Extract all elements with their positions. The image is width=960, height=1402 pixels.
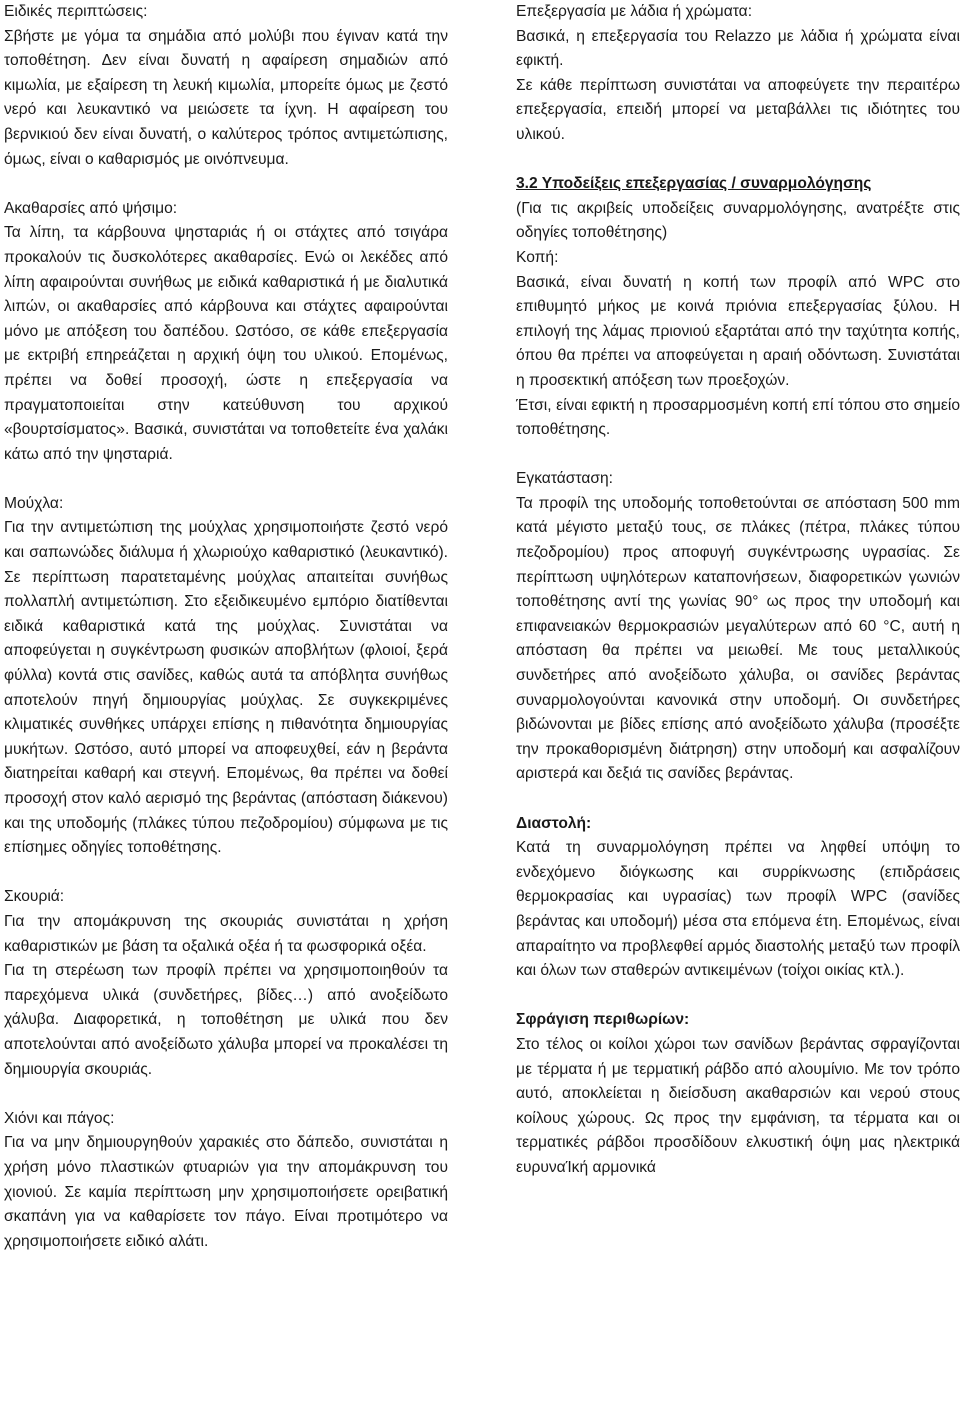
section-special-cases	[4, 0, 448, 172]
section-mould	[4, 492, 448, 861]
paragraph: Σε κάθε περίπτωση συνιστάται να αποφεύγετε την περαιτέρω επεξεργασία, επειδή μπορεί να μεταβάλλει τις ιδιότητες του υλικού.	[516, 76, 960, 143]
section-heading: Χιόνι και πάγος:	[4, 1109, 115, 1127]
paragraph: Σβήστε με γόμα τα σημάδια από μολύβι που έγιναν κατά την τοποθέτηση. Δεν είναι δυνατή η αφαίρεση σημαδιών από κιμωλία, με εξαίρεση τη λευκή κιμωλία, μπορείτε όμως με ζεστό νερό και λευκαντικό να μειώσετε τα ίχνη. Η αφαίρεση του βερνικιού δεν είναι δυνατή, ο καλύτερος τρόπος αντιμετώπισης, όμως, είναι ο καθαρισμός με οινόπνευμα.	[4, 27, 448, 168]
paragraph: (Για τις ακριβείς υποδείξεις συναρμολόγησης, ανατρέξτε στις οδηγίες τοποθέτησης)	[516, 199, 960, 242]
paragraph: Βασικά, είναι δυνατή η κοπή των προφίλ από WPC στο επιθυμητό μήκος με κοινά πριόνια επεξεργασίας ξύλου. Η επιλογή της λάμας πριονιού εξαρτάται από την ταχύτητα κοπής, όπου θα πρέπει να αποφεύγεται η αραιή οδόντωση. Συνιστάται η προσεκτική απόξεση των προεξοχών.	[516, 273, 960, 389]
section-heading: Σφράγιση περιθωρίων:	[516, 1011, 690, 1029]
section-heading: Σκουριά:	[4, 888, 65, 906]
section-heading: Μούχλα:	[4, 494, 64, 512]
paragraph: Έτσι, είναι εφικτή η προσαρμοσμένη κοπή επί τόπου στο σημείο τοποθέτησης.	[516, 396, 960, 439]
section-heading: Κοπή:	[516, 248, 559, 266]
section-assembly-instructions	[516, 172, 960, 246]
section-cutting	[516, 246, 960, 443]
right-column	[516, 0, 960, 1181]
section-heading: 3.2 Υποδείξεις επεξεργασίας / συναρμολόγησης	[516, 175, 872, 193]
paragraph: Κατά τη συναρμολόγηση πρέπει να ληφθεί υπόψη το ενδεχόμενο διόγκωσης και συρρίκνωσης (επιδράσεις θερμοκρασίας και υγρασίας) των προφίλ WPC (σανίδες βεράντας και υποδομή) μέσα στα επόμενα έτη. Επομένως, είναι απαραίτητο να προβλεφθεί αρμός διαστολής μεταξύ των προφίλ και όλων των σταθερών αντικειμένων (τοίχοι οικίας κτλ.).	[516, 839, 960, 980]
section-heading: Επεξεργασία με λάδια ή χρώματα:	[516, 3, 753, 20]
section-heading: Εγκατάσταση:	[516, 470, 613, 488]
section-heading: Διαστολή:	[516, 814, 592, 832]
section-expansion	[516, 812, 960, 984]
paragraph: Για την απομάκρυνση της σκουριάς συνιστάται η χρήση καθαριστικών με βάση τα οξαλικά οξέα ή τα φωσφορικά οξέα.	[4, 912, 448, 955]
left-column	[4, 0, 448, 1254]
section-rust	[4, 885, 448, 1082]
section-heading: Ειδικές περιπτώσεις:	[4, 3, 148, 20]
section-oils-paints	[516, 0, 960, 148]
section-edge-sealing	[516, 1008, 960, 1180]
paragraph: Για να μην δημιουργηθούν χαρακιές στο δάπεδο, συνιστάται η χρήση μόνο πλαστικών φτυαριών για την απομάκρυνση του χιονιού. Σε καμία περίπτωση μην χρησιμοποιήσετε ορειβατική σκαπάνη για να καθαρίσετε τον πάγο. Είναι προτιμότερο να χρησιμοποιήσετε ειδικό αλάτι.	[4, 1134, 448, 1250]
paragraph: Τα λίπη, τα κάρβουνα ψησταριάς ή οι στάχτες από τσιγάρα προκαλούν τις δυσκολότερες ακαθαρσίες. Ενώ οι λεκέδες από λίπη αφαιρούνται συνήθως με ειδικά καθαριστικά ή με διαλυτικά λιπών, οι ακαθαρσίες από κάρβουνα και στάχτες αφαιρούνται μόνο με απόξεση του δαπέδου. Ωστόσο, σε κάθε επεξεργασία με εκτριβή επηρεάζεται η αρχική όψη του υλικού. Επομένως, πρέπει να δοθεί προσοχή, ώστε η επεξεργασία να πραγματοποιείται στην κατεύθυνση του αρχικού «βουρτσίσματος». Βασικά, συνιστάται να τοποθετείτε ένα χαλάκι κάτω από την ψησταριά.	[4, 224, 448, 463]
paragraph: Για τη στερέωση των προφίλ πρέπει να χρησιμοποιηθούν τα παρεχόμενα υλικά (συνδετήρες, βίδες…) από ανοξείδωτο χάλυβα. Διαφορετικά, η τοποθέτηση με υλικά που δεν αποτελούνται από ανοξείδωτο χάλυβα μπορεί να προκαλέσει τη δημιουργία σκουριάς.	[4, 962, 448, 1078]
section-installation	[516, 467, 960, 787]
section-heading: Ακαθαρσίες από ψήσιμο:	[4, 199, 178, 217]
paragraph: Στο τέλος οι κοίλοι χώροι των σανίδων βεράντας σφραγίζονται με τέρματα ή με τερματική ράβδο από αλουμίνιο. Με τον τρόπο αυτό, αποκλείεται η διείσδυση ακαθαρσιών και νερού στους κοίλους χώρους. Ως προς την εμφάνιση, τα τέρματα και οι τερματικές ράβδοι προσδίδουν ελκυστική όψη μας ηλεκτρικά ευρυναΊκή αρμονικά	[516, 1035, 960, 1176]
section-snow-ice	[4, 1107, 448, 1255]
section-grill-dirt	[4, 197, 448, 468]
paragraph: Για την αντιμετώπιση της μούχλας χρησιμοποιήστε ζεστό νερό και σαπωνώδες διάλυμα ή χλωριούχο καθαριστικό (λευκαντικό). Σε περίπτωση παρατεταμένης μούχλας απαιτείται συνήθως πολλαπλή αντιμετώπιση. Στο εξειδικευμένο εμπόριο διατίθενται ειδικά καθαριστικά κατά της μούχλας. Συνιστάται να αποφεύγεται η συγκέντρωση φυσικών αποβλήτων (φλοιοί, ξερά φύλλα) κοντά στις σανίδες, καθώς αυτά τα απόβλητα συνήθως αποτελούν πηγή δημιουργίας μούχλας. Σε συγκεκριμένες κλιματικές συνθήκες υπάρχει επίσης η πιθανότητα δημιουργίας μυκήτων. Ωστόσο, αυτό μπορεί να αποφευχθεί, εάν η βεράντα διατηρείται καθαρή και στεγνή. Επομένως, θα πρέπει να δοθεί προσοχή στον καλό αερισμό της βεράντας (απόσταση διάκενου) και της υποδομής (πλάκες τύπου πεζοδρομίου) σύμφωνα με τις επίσημες οδηγίες τοποθέτησης.	[4, 519, 448, 857]
paragraph: Τα προφίλ της υποδομής τοποθετούνται σε απόσταση 500 mm κατά μέγιστο μεταξύ τους, σε πλάκες (πέτρα, πλάκες τύπου πεζοδρομίου) προς αποφυγή συγκέντρωσης υγρασίας. Σε περίπτωση υψηλότερων καταπονήσεων, διαφορετικών γωνιών τοποθέτησης αντί της γωνίας 90° ως προς την υποδομή και επιφανειακών θερμοκρασιών μεγαλύτερων από 60 °C, αυτή η απόσταση θα πρέπει να μειωθεί. Με τους μεταλλικούς συνδετήρες από ανοξείδωτο χάλυβα, οι σανίδες βεράντας συναρμολογούνται κανονικά στην υποδομή. Οι συνδετήρες βιδώνονται με βίδες επίσης από ανοξείδωτο χάλυβα (προσέξτε την προκαθορισμένη διάτρηση) στην υποδομή και ασφαλίζουν αριστερά και δεξιά τις σανίδες βεράντας.	[516, 494, 960, 783]
paragraph: Βασικά, η επεξεργασία του Relazzo με λάδια ή χρώματα είναι εφικτή.	[516, 27, 960, 70]
